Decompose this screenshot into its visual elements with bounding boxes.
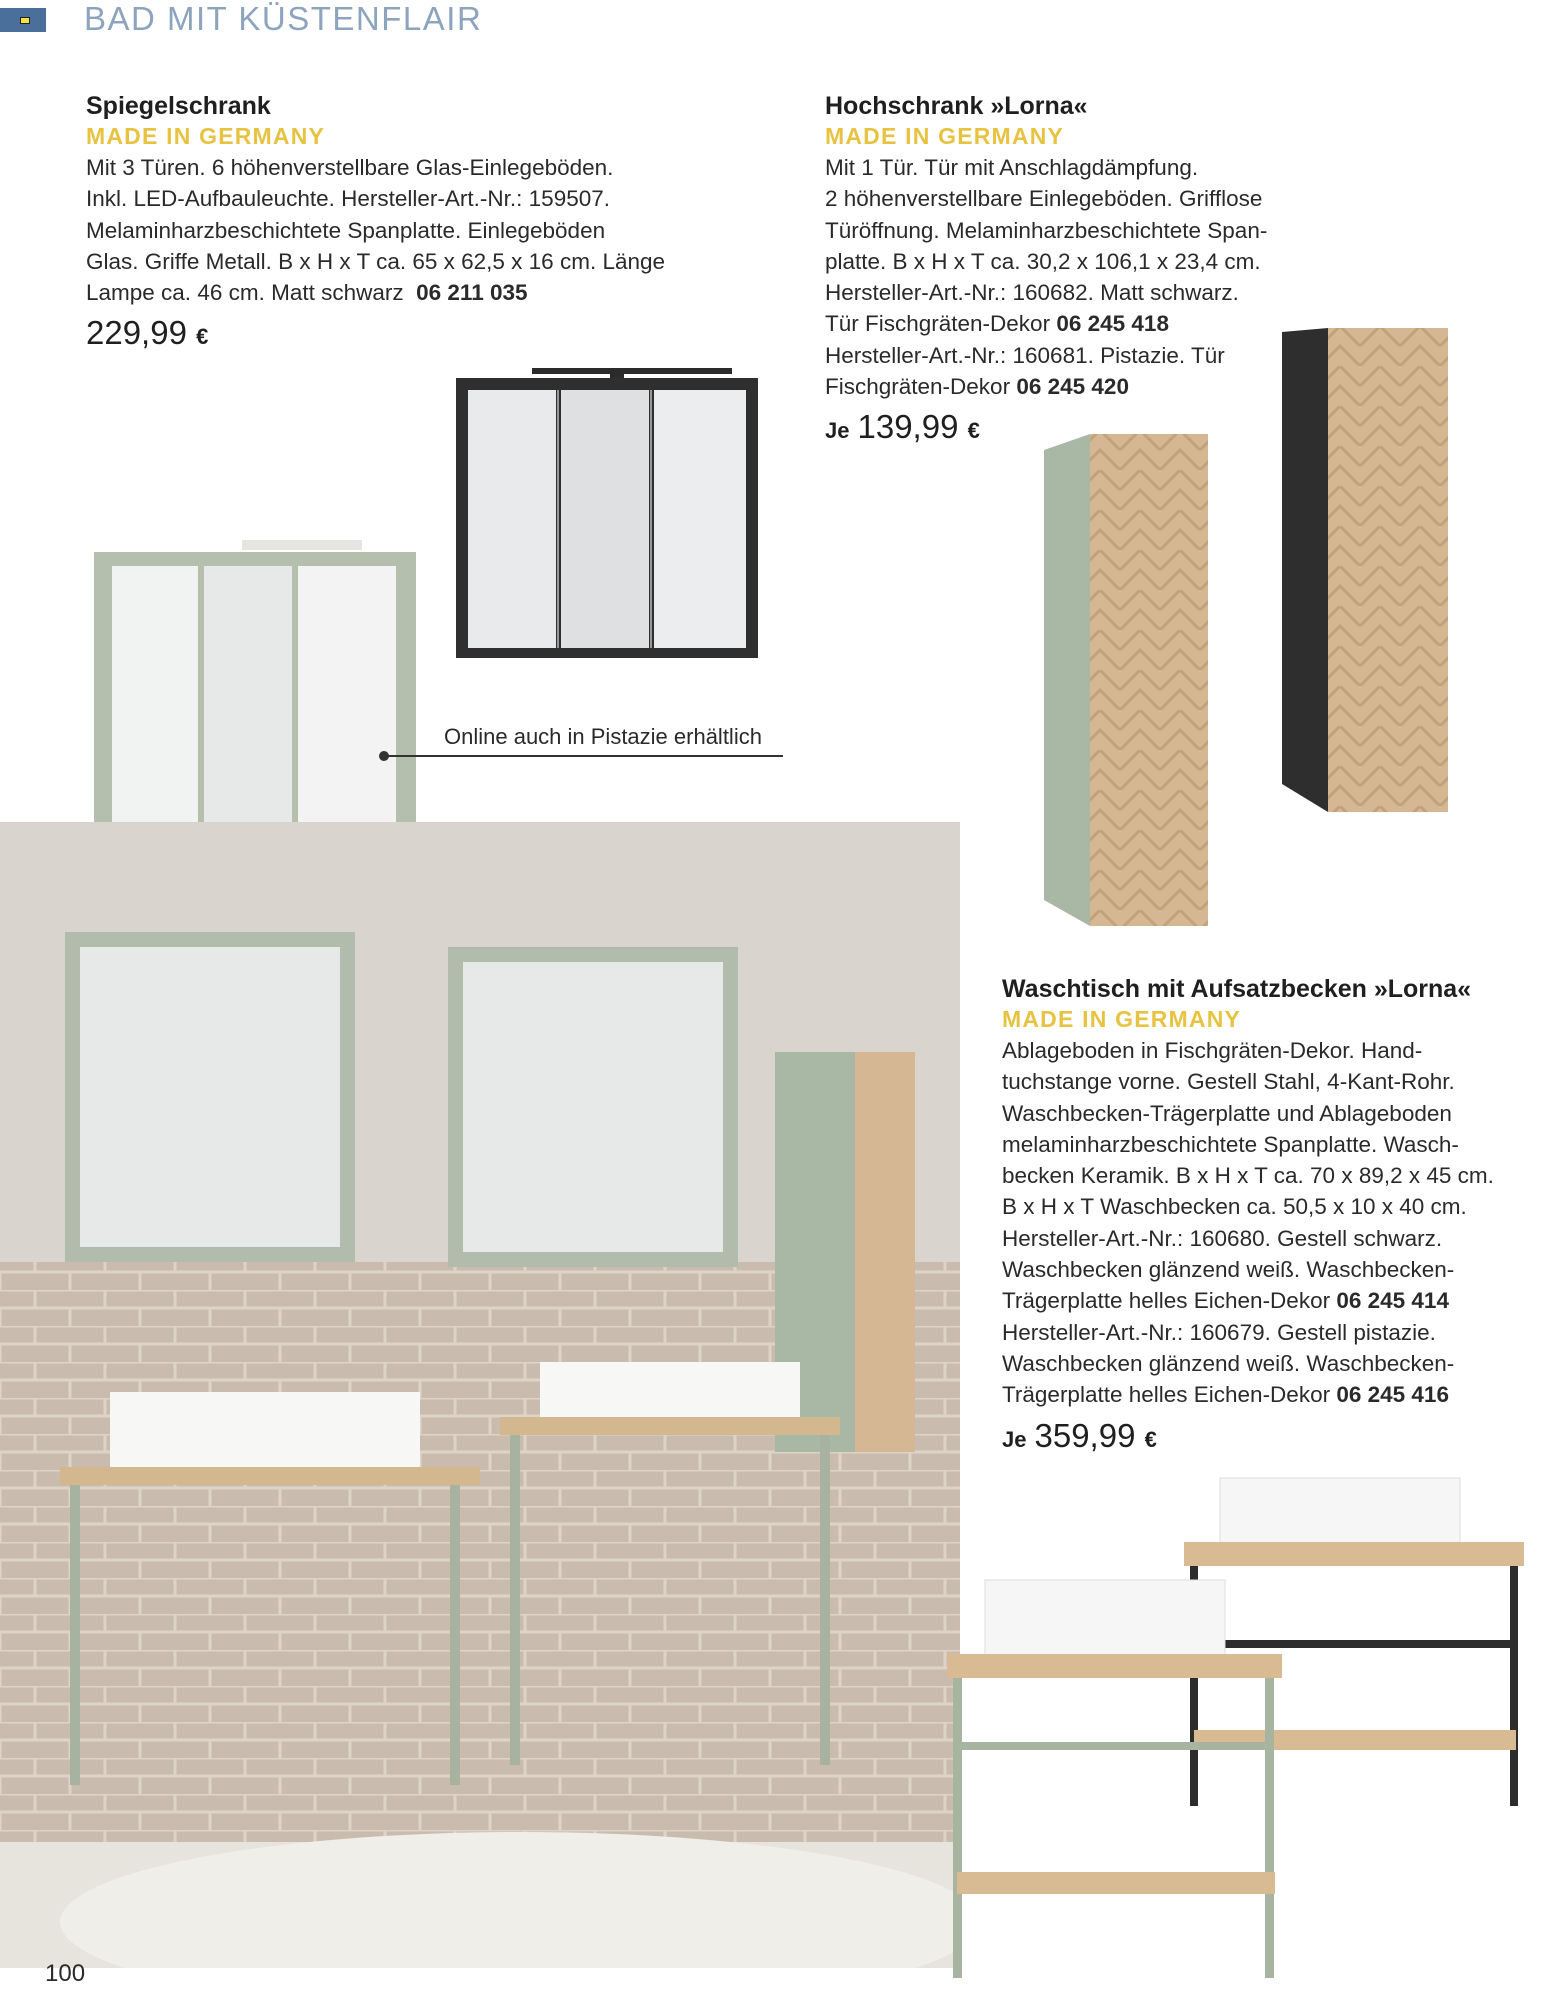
desc-line [1002, 1379, 1542, 1410]
desc-line: Ablageboden in Fischgräten-Dekor. Hand- [1002, 1038, 1423, 1063]
article-number: 06 245 414 [1336, 1288, 1449, 1314]
currency: € [196, 324, 209, 350]
desc-line [825, 371, 1325, 402]
desc-text: Lampe ca. 46 cm. Matt schwarz [86, 280, 404, 306]
desc-line: Hersteller-Art.-Nr.: 160681. Pistazie. Tür [825, 342, 1225, 368]
desc-line: Inkl. LED-Aufbauleuchte. Hersteller-Art.-Nr.: 159507. [86, 186, 610, 212]
tall-cabinet-pistachio-image [1040, 430, 1215, 930]
desc-line: B x H x T Waschbecken ca. 50,5 x 10 x 40 cm. [1002, 1194, 1467, 1220]
desc-text: Fischgräten-Dekor [825, 374, 1011, 400]
flag-mark [20, 17, 30, 24]
desc-line [825, 308, 1325, 339]
desc-line: Türöffnung. Melaminharzbeschichtete Span- [825, 217, 1268, 243]
vanity-unit-pistachio-image [945, 1572, 1290, 1982]
desc-line: Waschbecken glänzend weiß. Waschbecken- [1002, 1350, 1455, 1376]
desc-line: Mit 1 Tür. Tür mit Anschlagdämpfung. [825, 155, 1199, 180]
price [1002, 1417, 1542, 1455]
bathroom-scene-image [0, 822, 960, 1968]
product-spiegelschrank [86, 92, 706, 352]
article-number: 06 211 035 [416, 280, 528, 306]
price-prefix: Je [825, 418, 850, 444]
made-in-germany-label: MADE IN GERMANY [825, 123, 1065, 149]
product-name: Hochschrank »Lorna« [825, 92, 1088, 120]
desc-line: 2 höhenverstellbare Einlegeböden. Grifflose [825, 186, 1263, 212]
desc-line: tuchstange vorne. Gestell Stahl, 4-Kant-Rohr. [1002, 1069, 1455, 1095]
article-number: 06 245 420 [1016, 374, 1129, 400]
desc-line: Glas. Griffe Metall. B x H x T ca. 65 x 62,5 x 16 cm. Länge [86, 248, 666, 274]
product-description [825, 152, 1325, 402]
mirror-cabinet-black-image [450, 360, 770, 675]
desc-line: Waschbecken-Trägerplatte und Ablageboden [1002, 1100, 1452, 1126]
price [86, 314, 706, 352]
product-name: Spiegelschrank [86, 92, 271, 120]
price-value: 359,99 [1034, 1416, 1136, 1454]
online-availability-caption: Online auch in Pistazie erhältlich [444, 724, 762, 749]
caption-leader-dot [379, 751, 389, 761]
product-hochschrank [825, 92, 1325, 446]
desc-line: platte. B x H x T ca. 30,2 x 106,1 x 23,4 cm. [825, 248, 1261, 274]
desc-line: Hersteller-Art.-Nr.: 160679. Gestell pistazie. [1002, 1319, 1436, 1345]
page-header-title: BAD MIT KÜSTENFLAIR [84, 0, 483, 37]
page-number: 100 [45, 1960, 86, 1987]
price-value: 139,99 [857, 408, 959, 446]
caption-leader-line [383, 755, 783, 757]
desc-line [1002, 1285, 1542, 1316]
currency: € [967, 418, 980, 444]
product-name: Waschtisch mit Aufsatzbecken »Lorna« [1002, 975, 1472, 1003]
price-prefix: Je [1002, 1426, 1027, 1452]
desc-line: melaminharzbeschichtete Spanplatte. Wasch- [1002, 1131, 1459, 1157]
article-number: 06 245 416 [1336, 1382, 1449, 1408]
product-waschtisch [1002, 975, 1542, 1455]
article-number: 06 245 418 [1056, 311, 1169, 337]
desc-line: becken Keramik. B x H x T ca. 70 x 89,2 x 45 cm. [1002, 1163, 1494, 1189]
desc-line: Melaminharzbeschichtete Spanplatte. Einlegeböden [86, 217, 606, 243]
product-description [86, 152, 706, 308]
mirror-cabinet-pistachio-image [92, 538, 422, 853]
desc-line: Hersteller-Art.-Nr.: 160680. Gestell schwarz. [1002, 1225, 1443, 1251]
desc-line: Mit 3 Türen. 6 höhenverstellbare Glas-Einlegeböden. [86, 155, 614, 180]
desc-text: Tür Fischgräten-Dekor [825, 311, 1051, 337]
product-description [1002, 1035, 1542, 1411]
desc-line: Hersteller-Art.-Nr.: 160682. Matt schwarz. [825, 280, 1239, 306]
tall-cabinet-black-image [1280, 326, 1455, 816]
made-in-germany-label: MADE IN GERMANY [86, 123, 326, 149]
desc-text: Trägerplatte helles Eichen-Dekor [1002, 1288, 1331, 1314]
desc-line [86, 277, 706, 308]
currency: € [1144, 1426, 1157, 1452]
price-value: 229,99 [86, 314, 187, 352]
brand-flag [0, 8, 46, 32]
desc-line: Waschbecken glänzend weiß. Waschbecken- [1002, 1257, 1455, 1283]
desc-text: Trägerplatte helles Eichen-Dekor [1002, 1382, 1331, 1408]
made-in-germany-label: MADE IN GERMANY [1002, 1006, 1242, 1032]
